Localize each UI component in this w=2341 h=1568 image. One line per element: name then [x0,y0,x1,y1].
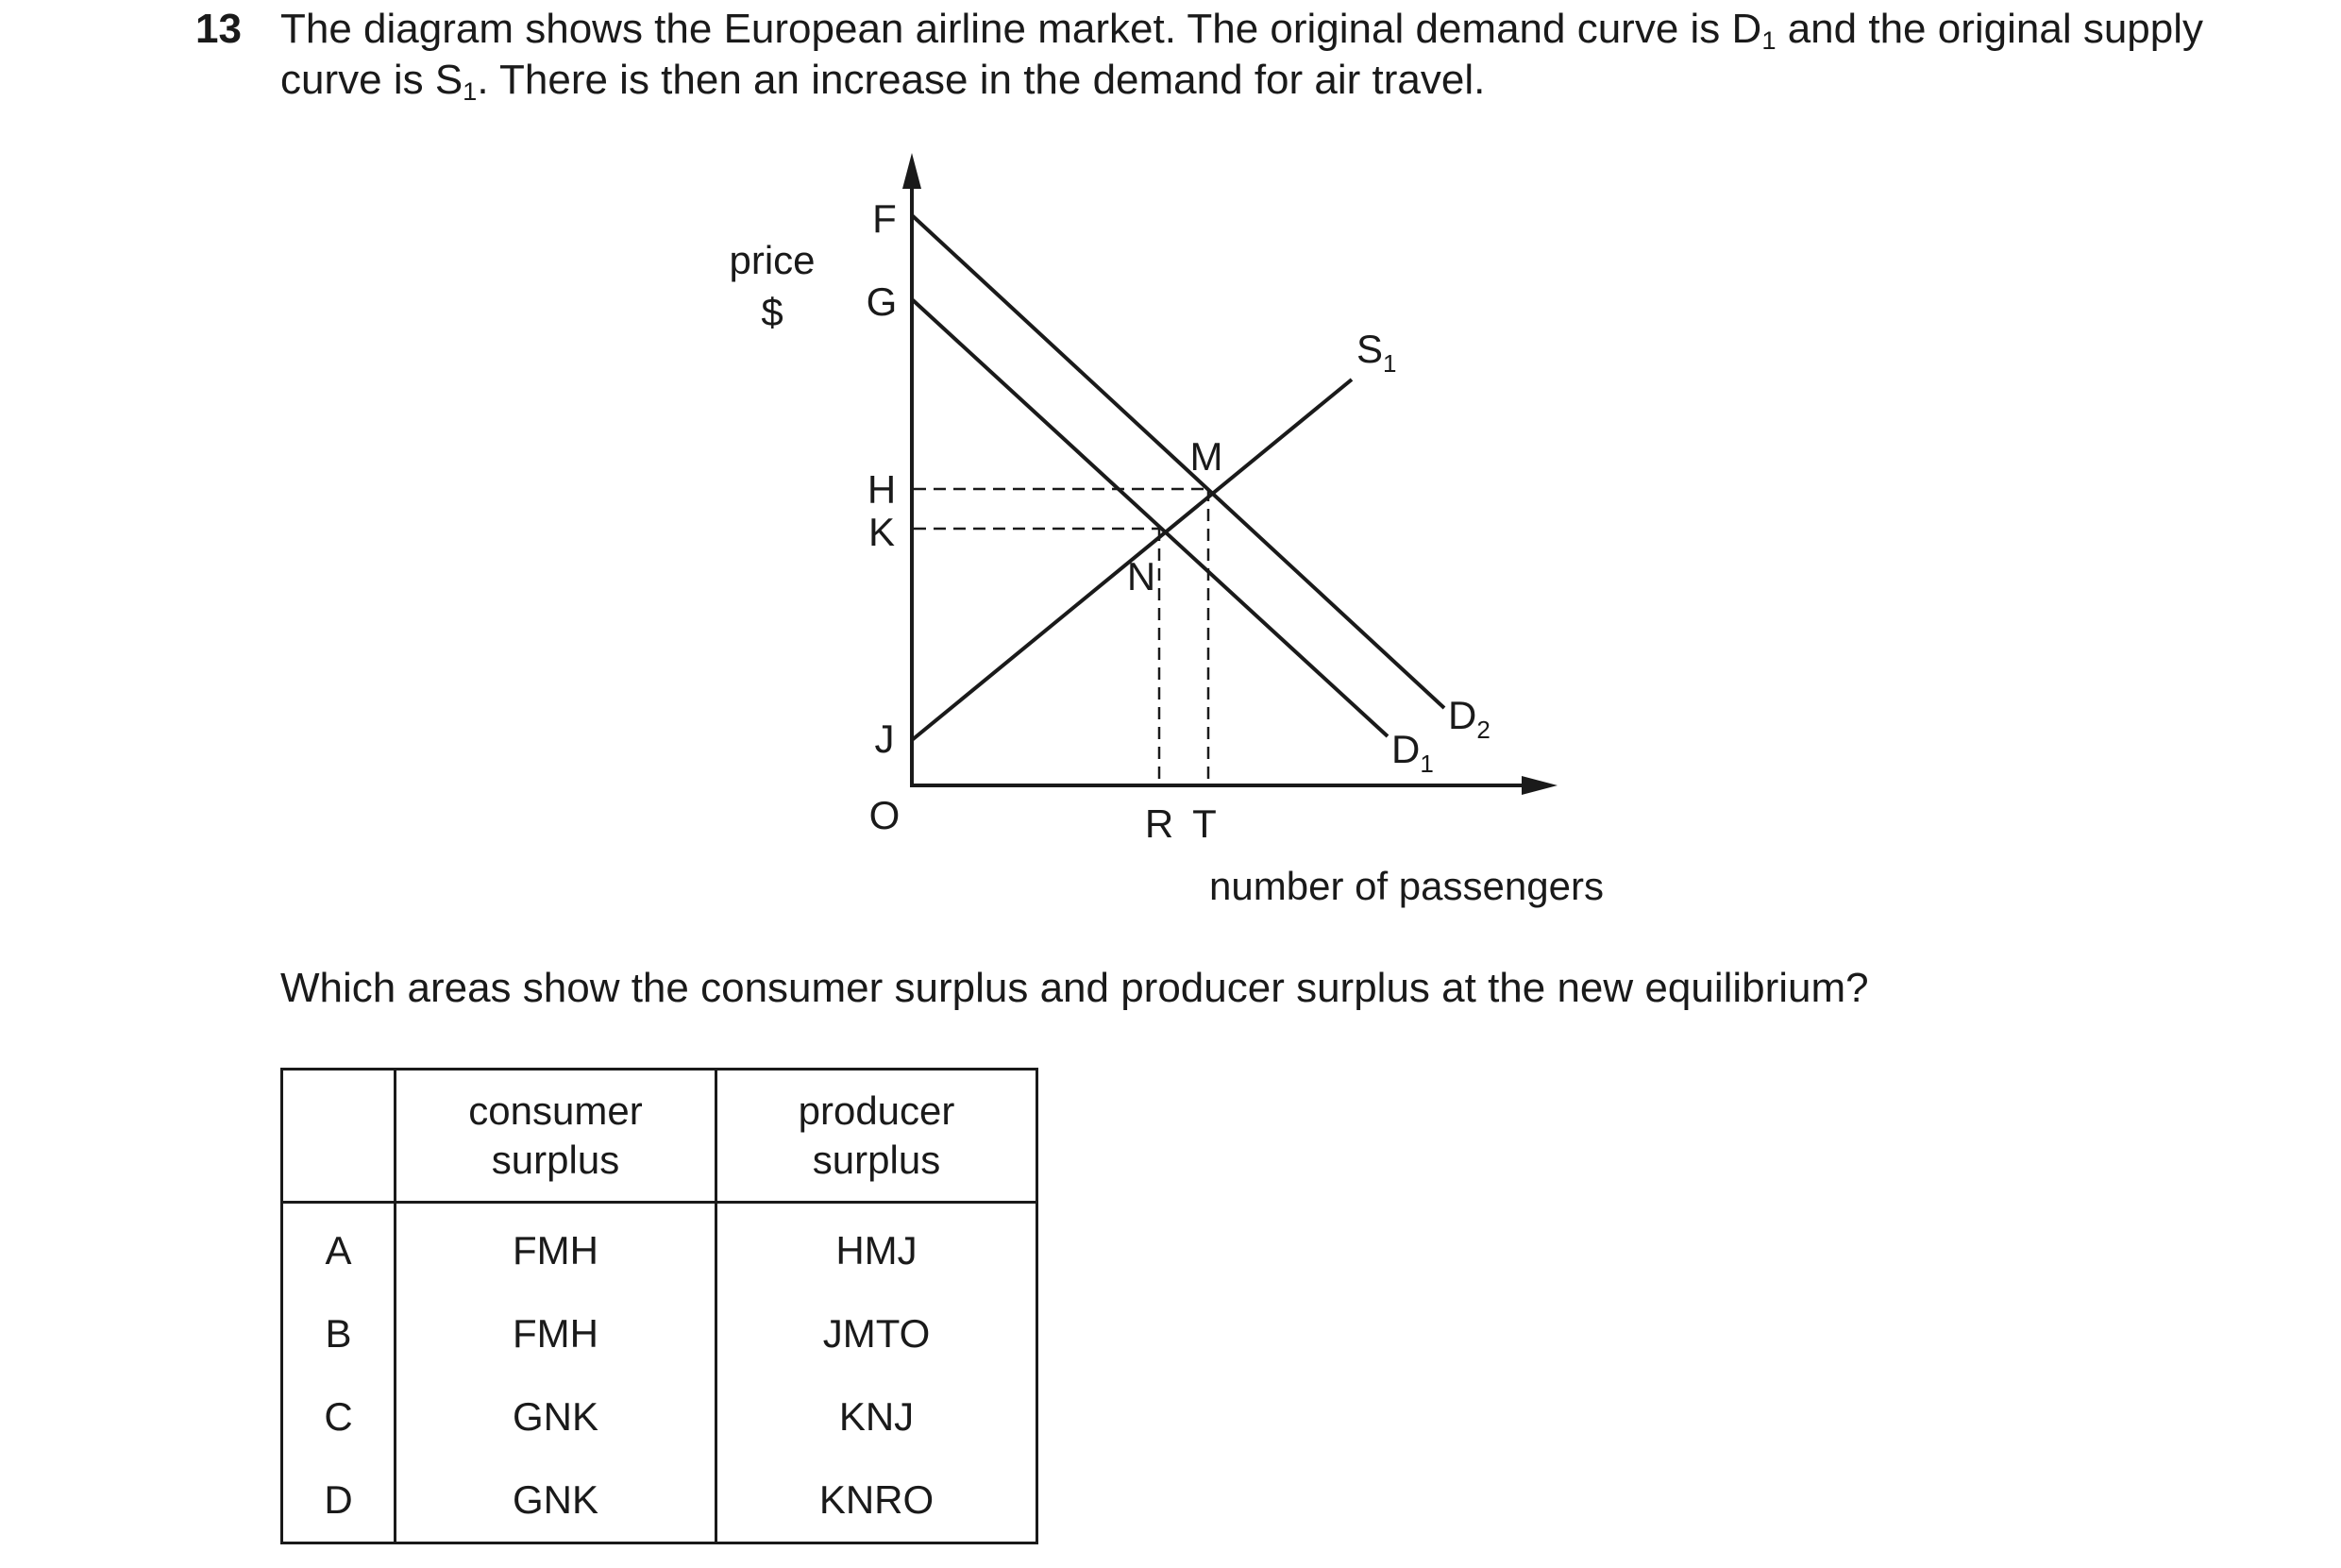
option-letter: C [282,1375,396,1458]
demand-curve-d1 [912,299,1388,736]
label-d1-letter: D [1391,727,1421,771]
consumer-surplus-cell: GNK [396,1458,716,1543]
label-origin: O [868,793,901,837]
label-g: G [866,279,898,324]
y-axis-label-price: price [729,238,816,282]
header-producer-surplus [716,1070,1037,1203]
header-blank-cell [282,1070,396,1203]
label-d2-sub: 2 [1476,716,1490,744]
header-consumer-line2: surplus [491,1138,620,1182]
option-letter: B [282,1292,396,1375]
label-h: H [867,467,897,512]
label-t: T [1192,801,1217,846]
label-j: J [874,717,895,761]
stem-sub-2: 1 [463,76,478,106]
stem-part-1: The diagram shows the European airline market. The original demand curve is D [280,6,1762,52]
label-m: M [1189,434,1223,479]
demand-curve-d2 [912,215,1444,708]
stem-sub-1: 1 [1761,25,1777,55]
table-row [282,1375,1037,1458]
x-axis-arrowhead [1522,776,1558,795]
x-axis-label: number of passengers [1209,864,1604,908]
answer-options-table [280,1068,1038,1544]
label-d1 [1391,727,1434,778]
option-letter: A [282,1203,396,1293]
header-producer-line1: producer [798,1088,955,1133]
question-prompt: Which areas show the consumer surplus and producer surplus at the new equilibrium? [280,965,1869,1011]
label-n: N [1126,554,1156,599]
header-producer-line2: surplus [812,1138,941,1182]
producer-surplus-cell: KNRO [716,1458,1037,1543]
table-row [282,1292,1037,1375]
stem-part-3: . There is then an increase in the demand for air travel. [477,57,1486,103]
producer-surplus-cell: HMJ [716,1203,1037,1293]
option-letter: D [282,1458,396,1543]
label-s1-letter: S [1356,327,1384,371]
consumer-surplus-cell: FMH [396,1203,716,1293]
label-f: F [872,196,897,241]
question-number: 13 [195,6,242,52]
table-header-row [282,1070,1037,1203]
label-d2 [1448,693,1490,744]
y-axis-label-dollar: $ [761,290,783,334]
stem-part-2: and the original supply curve is S [280,6,2204,103]
label-s1 [1356,327,1396,378]
label-k: K [867,510,896,554]
producer-surplus-cell: JMTO [716,1292,1037,1375]
label-d2-letter: D [1448,693,1477,737]
header-consumer-line1: consumer [468,1088,643,1133]
table-row [282,1458,1037,1543]
consumer-surplus-cell: GNK [396,1375,716,1458]
label-d1-sub: 1 [1420,750,1434,778]
label-s1-sub: 1 [1383,349,1397,378]
y-axis-arrowhead [902,153,921,189]
consumer-surplus-cell: FMH [396,1292,716,1375]
header-consumer-surplus [396,1070,716,1203]
label-r: R [1144,801,1174,846]
table-row [282,1203,1037,1293]
producer-surplus-cell: KNJ [716,1375,1037,1458]
